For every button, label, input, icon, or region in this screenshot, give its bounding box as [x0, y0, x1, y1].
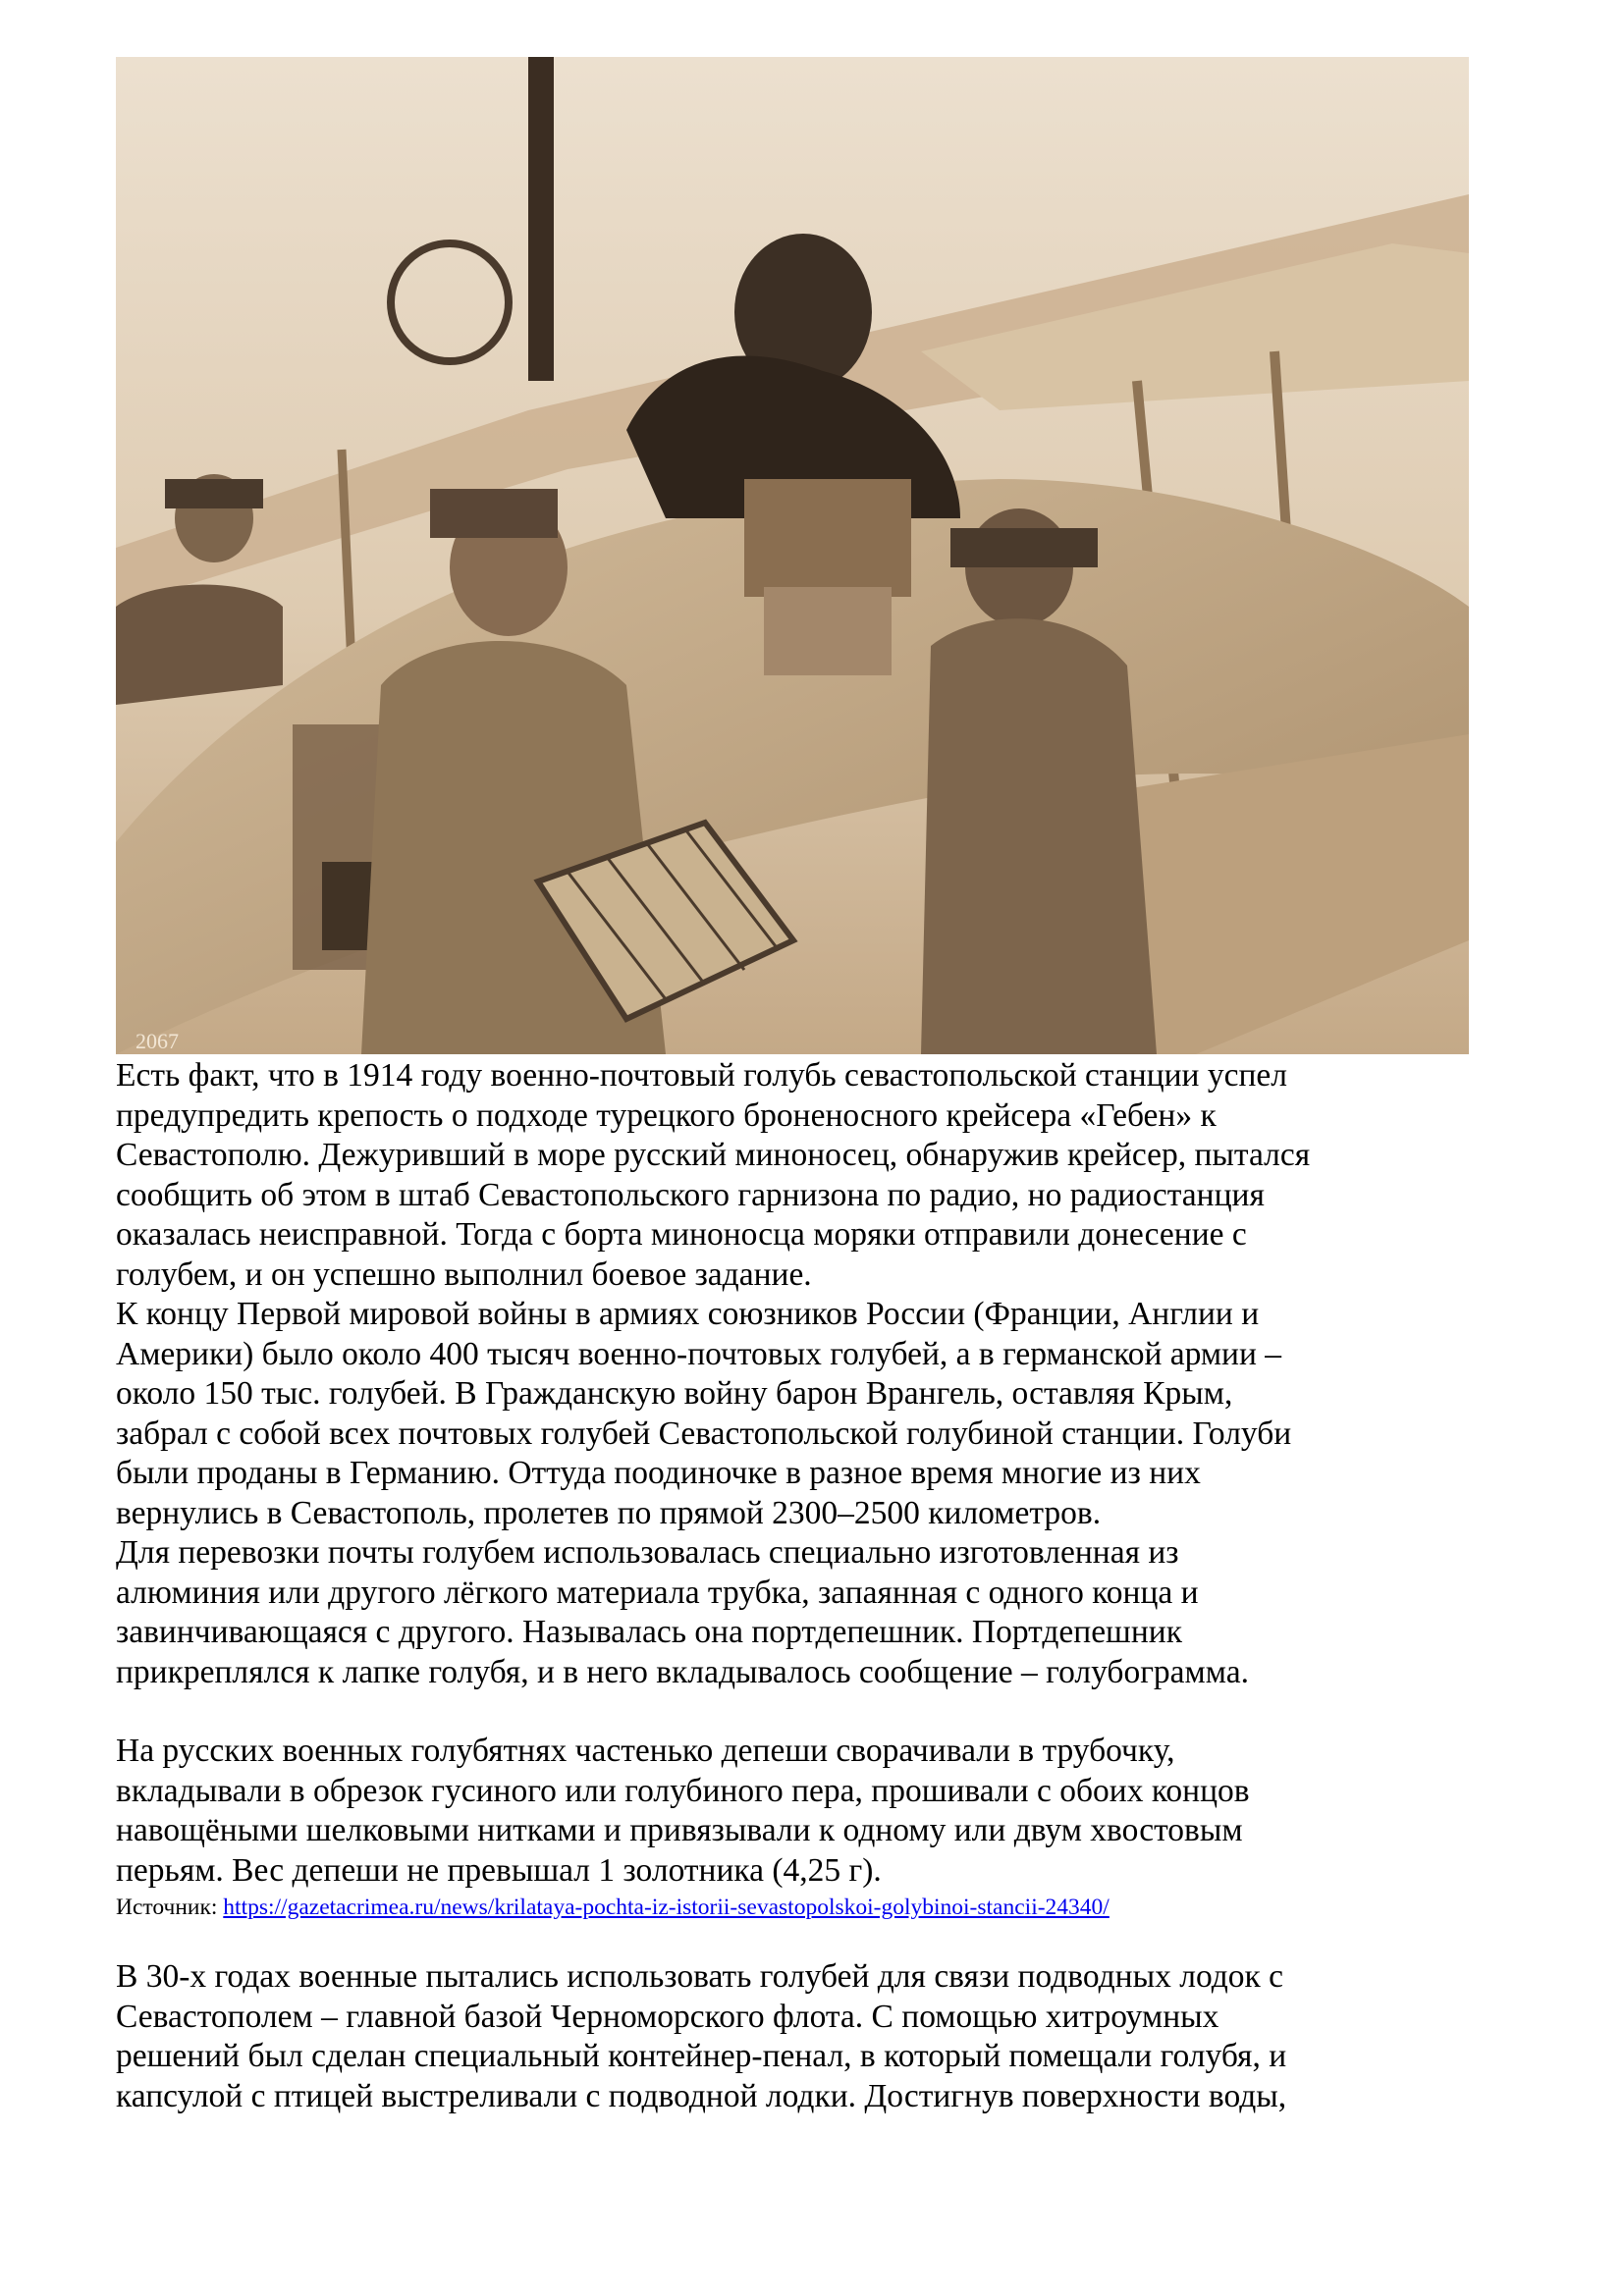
sepia-photo-illustration [116, 57, 1469, 1054]
paragraph-5: В 30-х годах военные пытались использовать голубей для связи подводных лодок с Севастополем – главной базой Черноморского флота. С помощью хитроумных решений был сделан специальный контейнер-пенал, в который помещали голубя, и капсулой с птицей выстреливали с подводной лодки. Достигнув поверхности воды, [116, 1958, 1287, 2114]
source-line [116, 1891, 1530, 1924]
paragraph-2: К концу Первой мировой войны в армиях союзников России (Франции, Англии и Америки) было около 400 тысяч военно-почтовых голубей, а в германской армии – около 150 тыс. голубей. В Гражданскую войну барон Врангель, оставляя Крым, забрал с собой всех почтовых голубей Севастопольской голубиной станции. Голуби были проданы в Германию. Оттуда поодиночке в разное время многие из них вернулись в Севастополь, пролетев по прямой 2300–2500 километров. [116, 1296, 1292, 1531]
paragraph-spacer [116, 1692, 1530, 1732]
paragraph-1: Есть факт, что в 1914 году военно-почтовый голубь севастопольской станции успел предупредить крепость о подходе турецкого броненосного крейсера «Гебен» к Севастополю. Дежуривший в море русский миноносец, обнаружив крейсер, пытался сообщить об этом в штаб Севастопольского гарнизона по радио, но радиостанция оказалась неисправной. Тогда с борта миноносца моряки отправили донесение с голубем, и он успешно выполнил боевое задание. [116, 1057, 1311, 1293]
paragraph-spacer [116, 1924, 1530, 1957]
paragraph-3: Для перевозки почты голубем использовалась специально изготовленная из алюминия или другого лёгкого материала трубка, запаянная с одного конца и завинчивающаяся с другого. Называлась она портдепешник. Портдепешник прикреплялся к лапке голубя, и в него вкладывалось сообщение – голубограмма. [116, 1534, 1249, 1690]
article-text [116, 1056, 1530, 2116]
photo-number-mark: 2067 [135, 1029, 179, 1053]
historical-photo [116, 57, 1469, 1054]
source-link[interactable]: https://gazetacrimea.ru/news/krilataya-pochta-iz-istorii-sevastopolskoi-golybinoi-stancii-24340/ [223, 1895, 1110, 1920]
paragraph-4: На русских военных голубятнях частенько депеши сворачивали в трубочку, вкладывали в обрезок гусиного или голубиного пера, прошивали с обоих концов навощёными шелковыми нитками и привязывали к одному или двум хвостовым перьям. Вес депеши не превышал 1 золотника (4,25 г). [116, 1733, 1250, 1889]
source-label: Источник: [116, 1895, 224, 1920]
